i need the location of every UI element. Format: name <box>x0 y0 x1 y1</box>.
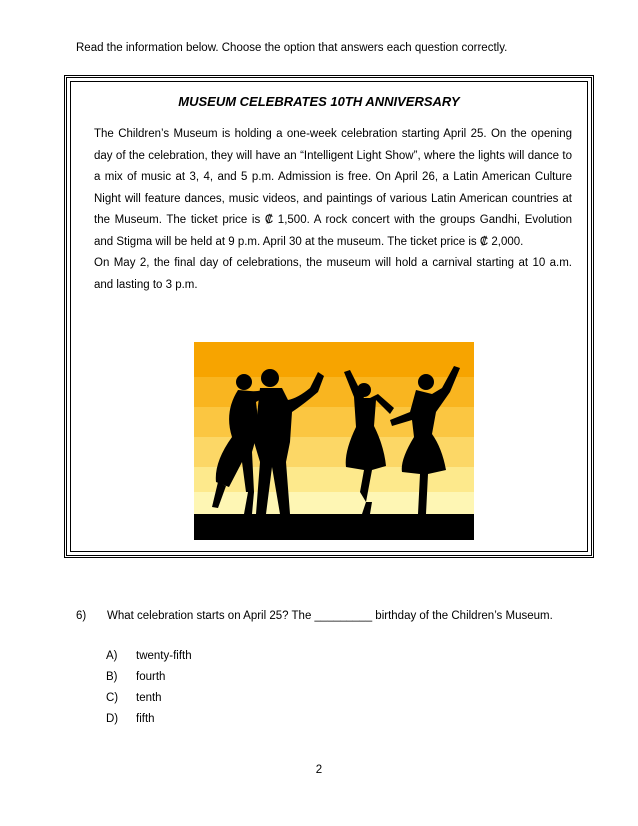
instructions: Read the information below. Choose the option that answers each question correctly. <box>76 42 508 54</box>
article-paragraph-1: The Children’s Museum is holding a one-week celebration starting April 25. On the opening day of the celebration, they will have an “Intelligent Light Show”, where the lights will dance to a mix of music at 3, 4, and 5 p.m. Admission is free. On April 26, a Latin American Culture Night will feature dances, music videos, and paintings of various Latin American countries at the Museum. The ticket price is ₡ 1,500. A rock concert with the groups Gandhi, Evolution and Stigma will be held at 9 p.m. April 30 at the museum. The ticket price is ₡ 2,000. <box>94 128 572 248</box>
option-text: fifth <box>136 713 155 725</box>
option-a[interactable] <box>106 650 192 662</box>
article-paragraph-2: On May 2, the final day of celebrations, the museum will hold a carnival starting at 10 a.m. and lasting to 3 p.m. <box>94 257 572 291</box>
option-letter: B) <box>106 671 118 683</box>
option-text: fourth <box>136 671 166 683</box>
floor-band <box>194 514 474 540</box>
question-text: What celebration starts on April 25? The _________ birthday of the Children’s Museum. <box>107 610 553 622</box>
question-number: 6) <box>76 610 87 622</box>
page-number: 2 <box>315 764 323 776</box>
option-text: twenty-fifth <box>136 650 192 662</box>
article-headline: MUSEUM CELEBRATES 10TH ANNIVERSARY <box>178 94 460 109</box>
option-letter: C) <box>106 692 119 704</box>
option-letter: D) <box>106 713 119 725</box>
option-c[interactable] <box>106 692 162 704</box>
band-1 <box>194 342 474 377</box>
band-6 <box>194 492 474 514</box>
option-text: tenth <box>136 692 162 704</box>
dancing-silhouettes-image <box>194 342 474 540</box>
option-letter: A) <box>106 650 118 662</box>
option-b[interactable] <box>106 671 165 683</box>
article-body <box>94 124 572 296</box>
option-d[interactable] <box>106 713 155 725</box>
